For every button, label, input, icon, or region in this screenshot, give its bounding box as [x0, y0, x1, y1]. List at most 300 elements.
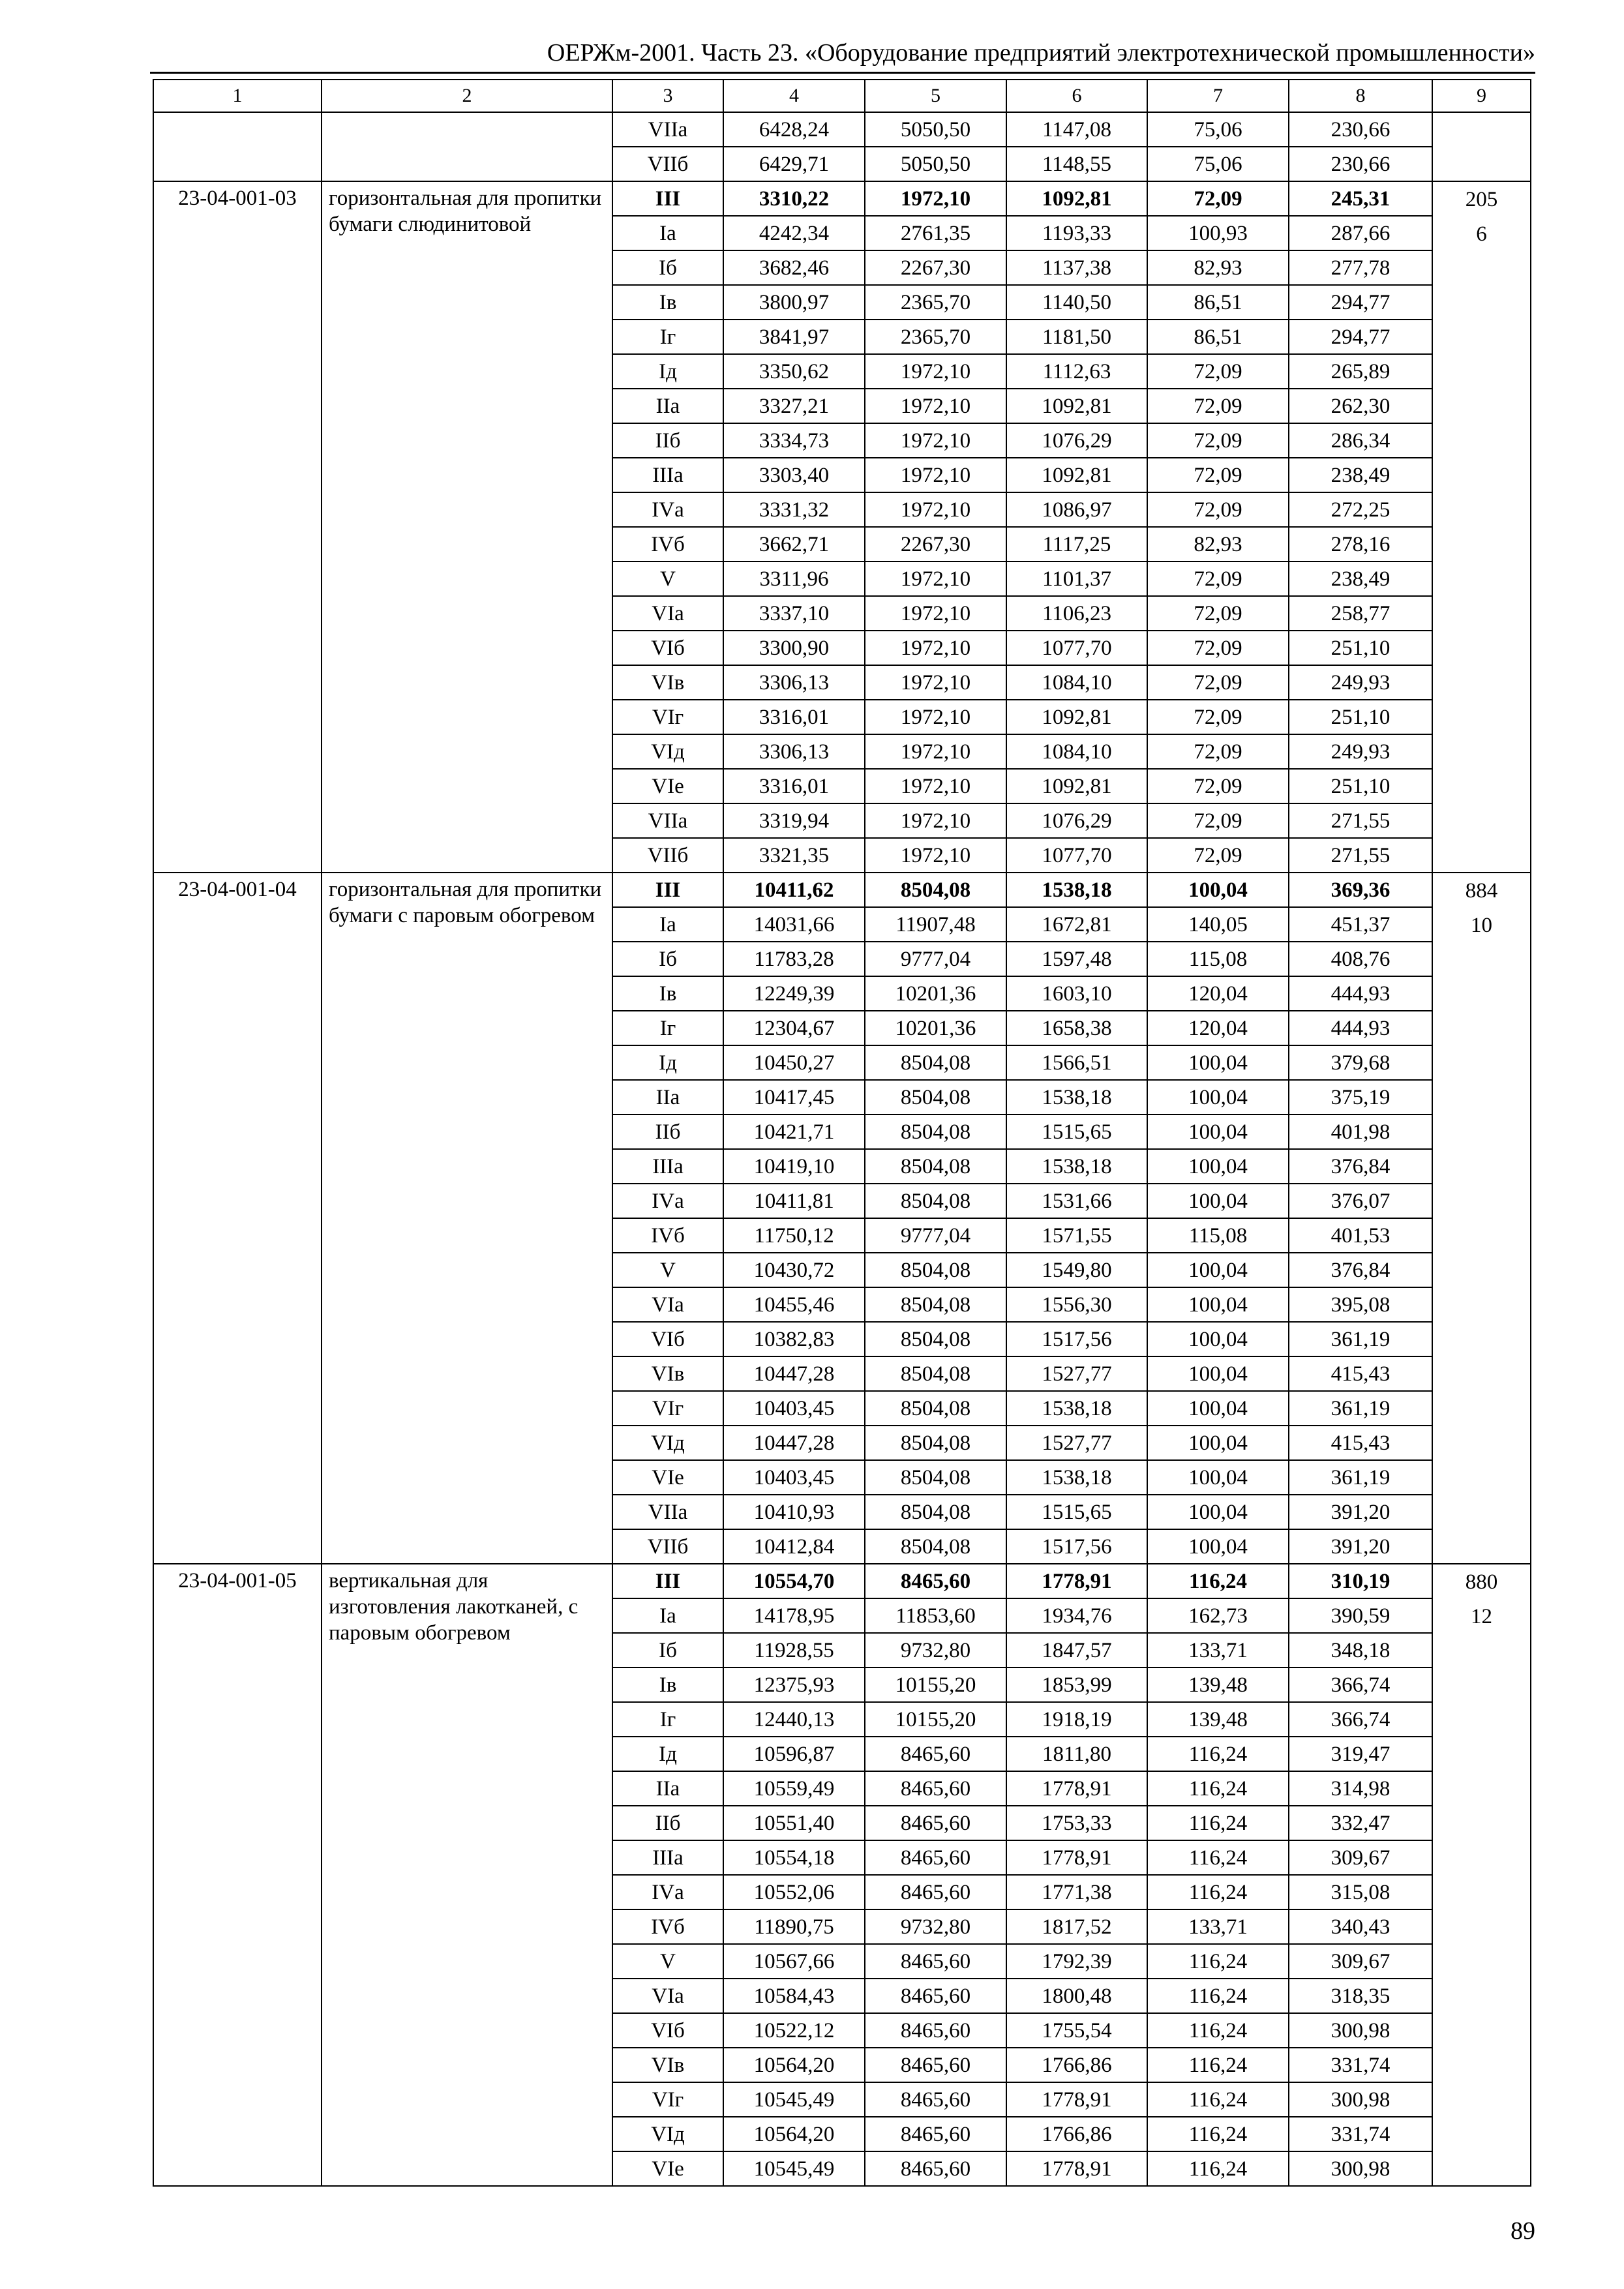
zone-cell: VIб [612, 631, 723, 665]
value-cell: 1549,80 [1006, 1253, 1147, 1287]
zone-cell: VIIа [612, 112, 723, 147]
value-cell: 10201,36 [865, 1011, 1006, 1045]
value-cell: 1755,54 [1006, 2013, 1147, 2048]
value-cell: 1106,23 [1006, 596, 1147, 631]
zone-cell: VIе [612, 769, 723, 803]
value-cell: 332,47 [1289, 1806, 1432, 1840]
value-cell: 116,24 [1147, 1771, 1289, 1806]
code-cell: 23-04-001-04 [153, 873, 322, 1564]
value-cell: 230,66 [1289, 147, 1432, 181]
zone-cell: V [612, 1253, 723, 1287]
value-cell: 100,04 [1147, 1045, 1289, 1080]
value-cell: 75,06 [1147, 112, 1289, 147]
column-number: 3 [612, 80, 723, 112]
zone-cell: Iа [612, 1598, 723, 1633]
zone-cell: Iд [612, 1045, 723, 1080]
value-cell: 9732,80 [865, 1633, 1006, 1668]
col9-value: 10 [1471, 914, 1492, 937]
value-cell: 3662,71 [723, 527, 865, 561]
value-cell: 271,55 [1289, 838, 1432, 873]
value-cell: 3331,32 [723, 492, 865, 527]
zone-cell: IVб [612, 1909, 723, 1944]
value-cell: 1181,50 [1006, 320, 1147, 354]
value-cell: 1766,86 [1006, 2048, 1147, 2082]
value-cell: 10155,20 [865, 1702, 1006, 1737]
table-row [153, 112, 1531, 147]
value-cell: 1515,65 [1006, 1495, 1147, 1529]
zone-cell: Iв [612, 1668, 723, 1702]
column-number: 5 [865, 80, 1006, 112]
value-cell: 1538,18 [1006, 873, 1147, 907]
value-cell: 286,34 [1289, 423, 1432, 458]
value-cell: 1538,18 [1006, 1391, 1147, 1426]
value-cell: 10554,18 [723, 1840, 865, 1875]
value-cell: 1092,81 [1006, 458, 1147, 492]
value-cell: 10410,93 [723, 1495, 865, 1529]
value-cell: 401,98 [1289, 1115, 1432, 1149]
value-cell: 82,93 [1147, 250, 1289, 285]
value-cell: 116,24 [1147, 1737, 1289, 1771]
value-cell: 86,51 [1147, 320, 1289, 354]
zone-cell: VIIб [612, 838, 723, 873]
zone-cell: VIб [612, 2013, 723, 2048]
value-cell: 10411,81 [723, 1184, 865, 1218]
value-cell: 72,09 [1147, 769, 1289, 803]
value-cell: 1972,10 [865, 803, 1006, 838]
value-cell: 1972,10 [865, 458, 1006, 492]
value-cell: 1092,81 [1006, 769, 1147, 803]
column-number: 2 [322, 80, 612, 112]
value-cell: 8504,08 [865, 1356, 1006, 1391]
table-row [153, 1564, 1531, 1598]
value-cell: 258,77 [1289, 596, 1432, 631]
value-cell: 10545,49 [723, 2151, 865, 2186]
value-cell: 1792,39 [1006, 1944, 1147, 1979]
value-cell: 139,48 [1147, 1702, 1289, 1737]
value-cell: 1972,10 [865, 181, 1006, 216]
value-cell: 72,09 [1147, 492, 1289, 527]
value-cell: 1771,38 [1006, 1875, 1147, 1909]
zone-cell: VIд [612, 2117, 723, 2151]
value-cell: 1800,48 [1006, 1979, 1147, 2013]
value-cell: 1566,51 [1006, 1045, 1147, 1080]
value-cell: 10522,12 [723, 2013, 865, 2048]
value-cell: 361,19 [1289, 1391, 1432, 1426]
value-cell: 100,04 [1147, 1460, 1289, 1495]
value-cell: 72,09 [1147, 596, 1289, 631]
value-cell: 1972,10 [865, 561, 1006, 596]
zone-cell: IVа [612, 1184, 723, 1218]
value-cell: 249,93 [1289, 665, 1432, 700]
value-cell: 10403,45 [723, 1391, 865, 1426]
value-cell: 3321,35 [723, 838, 865, 873]
value-cell: 120,04 [1147, 976, 1289, 1011]
value-cell: 11907,48 [865, 907, 1006, 942]
page-number: 89 [1511, 2217, 1535, 2245]
value-cell: 1972,10 [865, 665, 1006, 700]
zone-cell: Iд [612, 1737, 723, 1771]
value-cell: 1766,86 [1006, 2117, 1147, 2151]
value-cell: 1556,30 [1006, 1287, 1147, 1322]
zone-cell: VIа [612, 596, 723, 631]
value-cell: 72,09 [1147, 354, 1289, 389]
value-cell: 1847,57 [1006, 1633, 1147, 1668]
value-cell: 8465,60 [865, 1840, 1006, 1875]
zone-cell: IIб [612, 423, 723, 458]
col9-value: 6 [1476, 222, 1487, 246]
value-cell: 72,09 [1147, 389, 1289, 423]
value-cell: 100,04 [1147, 1391, 1289, 1426]
value-cell: 10403,45 [723, 1460, 865, 1495]
value-cell: 116,24 [1147, 1806, 1289, 1840]
value-cell: 116,24 [1147, 1979, 1289, 2013]
value-cell: 9777,04 [865, 942, 1006, 976]
value-cell: 72,09 [1147, 665, 1289, 700]
value-cell: 6429,71 [723, 147, 865, 181]
value-cell: 451,37 [1289, 907, 1432, 942]
value-cell: 10447,28 [723, 1426, 865, 1460]
value-cell: 10419,10 [723, 1149, 865, 1184]
zone-cell: VIг [612, 2082, 723, 2117]
value-cell: 3306,13 [723, 734, 865, 769]
value-cell: 1112,63 [1006, 354, 1147, 389]
value-cell: 10447,28 [723, 1356, 865, 1391]
value-cell: 10450,27 [723, 1045, 865, 1080]
value-cell: 230,66 [1289, 112, 1432, 147]
value-cell: 8465,60 [865, 2151, 1006, 2186]
value-cell: 315,08 [1289, 1875, 1432, 1909]
column-number: 6 [1006, 80, 1147, 112]
value-cell: 340,43 [1289, 1909, 1432, 1944]
value-cell: 100,04 [1147, 1253, 1289, 1287]
zone-cell: IIб [612, 1115, 723, 1149]
value-cell: 10564,20 [723, 2117, 865, 2151]
value-cell: 8504,08 [865, 873, 1006, 907]
column-number: 7 [1147, 80, 1289, 112]
value-cell: 369,36 [1289, 873, 1432, 907]
zone-cell: IIа [612, 389, 723, 423]
zone-cell: VIг [612, 1391, 723, 1426]
value-cell: 8465,60 [865, 1806, 1006, 1840]
col9-cell [1432, 181, 1531, 873]
zone-cell: VIг [612, 700, 723, 734]
col9-cell-empty [1432, 112, 1531, 181]
value-cell: 100,04 [1147, 1149, 1289, 1184]
value-cell: 3800,97 [723, 285, 865, 320]
value-cell: 251,10 [1289, 700, 1432, 734]
zone-cell: VIе [612, 1460, 723, 1495]
value-cell: 8465,60 [865, 1737, 1006, 1771]
value-cell: 100,04 [1147, 1080, 1289, 1115]
zone-cell: IIб [612, 1806, 723, 1840]
zone-cell: III [612, 181, 723, 216]
value-cell: 376,07 [1289, 1184, 1432, 1218]
value-cell: 11750,12 [723, 1218, 865, 1253]
value-cell: 1077,70 [1006, 838, 1147, 873]
value-cell: 10551,40 [723, 1806, 865, 1840]
col9-value: 884 [1465, 879, 1498, 903]
value-cell: 10412,84 [723, 1529, 865, 1564]
value-cell: 300,98 [1289, 2151, 1432, 2186]
value-cell: 1778,91 [1006, 2082, 1147, 2117]
value-cell: 444,93 [1289, 1011, 1432, 1045]
column-number-row [153, 80, 1531, 112]
value-cell: 1918,19 [1006, 1702, 1147, 1737]
zone-cell: Iа [612, 907, 723, 942]
table-row [153, 873, 1531, 907]
value-cell: 1778,91 [1006, 1564, 1147, 1598]
value-cell: 1527,77 [1006, 1426, 1147, 1460]
value-cell: 139,48 [1147, 1668, 1289, 1702]
value-cell: 390,59 [1289, 1598, 1432, 1633]
code-cell: 23-04-001-05 [153, 1564, 322, 2186]
value-cell: 8504,08 [865, 1322, 1006, 1356]
price-table [153, 79, 1531, 2187]
value-cell: 8465,60 [865, 1564, 1006, 1598]
value-cell: 116,24 [1147, 1875, 1289, 1909]
value-cell: 8465,60 [865, 1875, 1006, 1909]
value-cell: 1778,91 [1006, 2151, 1147, 2186]
zone-cell: VIв [612, 665, 723, 700]
value-cell: 3319,94 [723, 803, 865, 838]
value-cell: 310,19 [1289, 1564, 1432, 1598]
zone-cell: IIIа [612, 458, 723, 492]
value-cell: 10584,43 [723, 1979, 865, 2013]
value-cell: 1658,38 [1006, 1011, 1147, 1045]
value-cell: 1972,10 [865, 596, 1006, 631]
value-cell: 272,25 [1289, 492, 1432, 527]
col9-cell [1432, 1564, 1531, 2186]
value-cell: 1137,38 [1006, 250, 1147, 285]
value-cell: 72,09 [1147, 561, 1289, 596]
zone-cell: IVб [612, 1218, 723, 1253]
value-cell: 116,24 [1147, 1840, 1289, 1875]
value-cell: 100,04 [1147, 1495, 1289, 1529]
value-cell: 319,47 [1289, 1737, 1432, 1771]
page-header-title: ОЕРЖм-2001. Часть 23. «Оборудование предприятий электротехнической промышленности» [547, 39, 1535, 67]
value-cell: 140,05 [1147, 907, 1289, 942]
value-cell: 10421,71 [723, 1115, 865, 1149]
column-number: 8 [1289, 80, 1432, 112]
value-cell: 116,24 [1147, 2048, 1289, 2082]
value-cell: 1076,29 [1006, 803, 1147, 838]
col9-value: 205 [1465, 188, 1498, 211]
zone-cell: Iв [612, 976, 723, 1011]
value-cell: 10382,83 [723, 1322, 865, 1356]
zone-cell: III [612, 1564, 723, 1598]
value-cell: 11928,55 [723, 1633, 865, 1668]
value-cell: 3316,01 [723, 700, 865, 734]
value-cell: 277,78 [1289, 250, 1432, 285]
description-cell: вертикальная для изготовления лакотканей, с паровым обогревом [322, 1564, 612, 2186]
value-cell: 3311,96 [723, 561, 865, 596]
value-cell: 8504,08 [865, 1287, 1006, 1322]
value-cell: 395,08 [1289, 1287, 1432, 1322]
value-cell: 415,43 [1289, 1426, 1432, 1460]
zone-cell: V [612, 561, 723, 596]
value-cell: 379,68 [1289, 1045, 1432, 1080]
value-cell: 1972,10 [865, 700, 1006, 734]
value-cell: 3306,13 [723, 665, 865, 700]
value-cell: 444,93 [1289, 976, 1432, 1011]
value-cell: 8504,08 [865, 1115, 1006, 1149]
value-cell: 1778,91 [1006, 1771, 1147, 1806]
value-cell: 10455,46 [723, 1287, 865, 1322]
value-cell: 10417,45 [723, 1080, 865, 1115]
zone-cell: IIIа [612, 1840, 723, 1875]
value-cell: 8504,08 [865, 1391, 1006, 1426]
value-cell: 8504,08 [865, 1045, 1006, 1080]
value-cell: 245,31 [1289, 181, 1432, 216]
value-cell: 1817,52 [1006, 1909, 1147, 1944]
code-cell-empty [153, 112, 322, 181]
value-cell: 1538,18 [1006, 1149, 1147, 1184]
value-cell: 133,71 [1147, 1633, 1289, 1668]
value-cell: 1778,91 [1006, 1840, 1147, 1875]
value-cell: 100,04 [1147, 1322, 1289, 1356]
value-cell: 2267,30 [865, 250, 1006, 285]
value-cell: 361,19 [1289, 1460, 1432, 1495]
value-cell: 238,49 [1289, 458, 1432, 492]
value-cell: 1517,56 [1006, 1529, 1147, 1564]
zone-cell: IIIа [612, 1149, 723, 1184]
zone-cell: VIIб [612, 147, 723, 181]
zone-cell: Iг [612, 320, 723, 354]
zone-cell: III [612, 873, 723, 907]
value-cell: 3310,22 [723, 181, 865, 216]
value-cell: 331,74 [1289, 2048, 1432, 2082]
col9-cell [1432, 873, 1531, 1564]
value-cell: 100,93 [1147, 216, 1289, 250]
value-cell: 6428,24 [723, 112, 865, 147]
value-cell: 9777,04 [865, 1218, 1006, 1253]
value-cell: 14178,95 [723, 1598, 865, 1633]
value-cell: 1076,29 [1006, 423, 1147, 458]
zone-cell: Iб [612, 250, 723, 285]
value-cell: 11783,28 [723, 942, 865, 976]
value-cell: 2365,70 [865, 285, 1006, 320]
value-cell: 100,04 [1147, 1529, 1289, 1564]
value-cell: 72,09 [1147, 700, 1289, 734]
value-cell: 72,09 [1147, 458, 1289, 492]
value-cell: 1538,18 [1006, 1080, 1147, 1115]
value-cell: 3303,40 [723, 458, 865, 492]
value-cell: 8504,08 [865, 1460, 1006, 1495]
value-cell: 100,04 [1147, 1287, 1289, 1322]
value-cell: 1972,10 [865, 492, 1006, 527]
zone-cell: IVа [612, 492, 723, 527]
value-cell: 72,09 [1147, 631, 1289, 665]
value-cell: 1972,10 [865, 769, 1006, 803]
value-cell: 3682,46 [723, 250, 865, 285]
value-cell: 1853,99 [1006, 1668, 1147, 1702]
value-cell: 11853,60 [865, 1598, 1006, 1633]
value-cell: 116,24 [1147, 2151, 1289, 2186]
value-cell: 72,09 [1147, 423, 1289, 458]
value-cell: 8465,60 [865, 1944, 1006, 1979]
value-cell: 401,53 [1289, 1218, 1432, 1253]
value-cell: 2761,35 [865, 216, 1006, 250]
value-cell: 8504,08 [865, 1253, 1006, 1287]
value-cell: 115,08 [1147, 1218, 1289, 1253]
value-cell: 287,66 [1289, 216, 1432, 250]
zone-cell: IIа [612, 1080, 723, 1115]
zone-cell: VIIб [612, 1529, 723, 1564]
value-cell: 8504,08 [865, 1149, 1006, 1184]
value-cell: 294,77 [1289, 285, 1432, 320]
zone-cell: VIа [612, 1979, 723, 2013]
value-cell: 1092,81 [1006, 389, 1147, 423]
zone-cell: VIIа [612, 1495, 723, 1529]
value-cell: 10552,06 [723, 1875, 865, 1909]
code-cell: 23-04-001-03 [153, 181, 322, 873]
zone-cell: VIв [612, 1356, 723, 1391]
zone-cell: Iв [612, 285, 723, 320]
zone-cell: Iб [612, 942, 723, 976]
value-cell: 120,04 [1147, 1011, 1289, 1045]
table-body [153, 80, 1531, 2186]
value-cell: 1077,70 [1006, 631, 1147, 665]
value-cell: 278,16 [1289, 527, 1432, 561]
value-cell: 8465,60 [865, 1771, 1006, 1806]
value-cell: 1117,25 [1006, 527, 1147, 561]
zone-cell: IVа [612, 1875, 723, 1909]
value-cell: 309,67 [1289, 1840, 1432, 1875]
zone-cell: IVб [612, 527, 723, 561]
value-cell: 318,35 [1289, 1979, 1432, 2013]
description-cell-empty [322, 112, 612, 181]
value-cell: 8504,08 [865, 1495, 1006, 1529]
value-cell: 262,30 [1289, 389, 1432, 423]
value-cell: 10430,72 [723, 1253, 865, 1287]
zone-cell: VIб [612, 1322, 723, 1356]
value-cell: 1571,55 [1006, 1218, 1147, 1253]
zone-cell: VIа [612, 1287, 723, 1322]
value-cell: 12375,93 [723, 1668, 865, 1702]
value-cell: 3337,10 [723, 596, 865, 631]
zone-cell: Iг [612, 1702, 723, 1737]
value-cell: 5050,50 [865, 147, 1006, 181]
value-cell: 1515,65 [1006, 1115, 1147, 1149]
value-cell: 10554,70 [723, 1564, 865, 1598]
value-cell: 115,08 [1147, 942, 1289, 976]
description-cell: горизонтальная для пропитки бумаги с паровым обогревом [322, 873, 612, 1564]
value-cell: 100,04 [1147, 1115, 1289, 1149]
value-cell: 1972,10 [865, 354, 1006, 389]
value-cell: 1147,08 [1006, 112, 1147, 147]
zone-cell: Iа [612, 216, 723, 250]
value-cell: 271,55 [1289, 803, 1432, 838]
value-cell: 162,73 [1147, 1598, 1289, 1633]
value-cell: 9732,80 [865, 1909, 1006, 1944]
value-cell: 331,74 [1289, 2117, 1432, 2151]
value-cell: 86,51 [1147, 285, 1289, 320]
value-cell: 10567,66 [723, 1944, 865, 1979]
value-cell: 294,77 [1289, 320, 1432, 354]
value-cell: 116,24 [1147, 1944, 1289, 1979]
value-cell: 72,09 [1147, 838, 1289, 873]
value-cell: 1092,81 [1006, 700, 1147, 734]
col9-value: 880 [1465, 1570, 1498, 1594]
value-cell: 2365,70 [865, 320, 1006, 354]
column-number: 9 [1432, 80, 1531, 112]
value-cell: 1972,10 [865, 423, 1006, 458]
value-cell: 265,89 [1289, 354, 1432, 389]
value-cell: 8504,08 [865, 1426, 1006, 1460]
value-cell: 100,04 [1147, 873, 1289, 907]
value-cell: 1972,10 [865, 389, 1006, 423]
value-cell: 1811,80 [1006, 1737, 1147, 1771]
